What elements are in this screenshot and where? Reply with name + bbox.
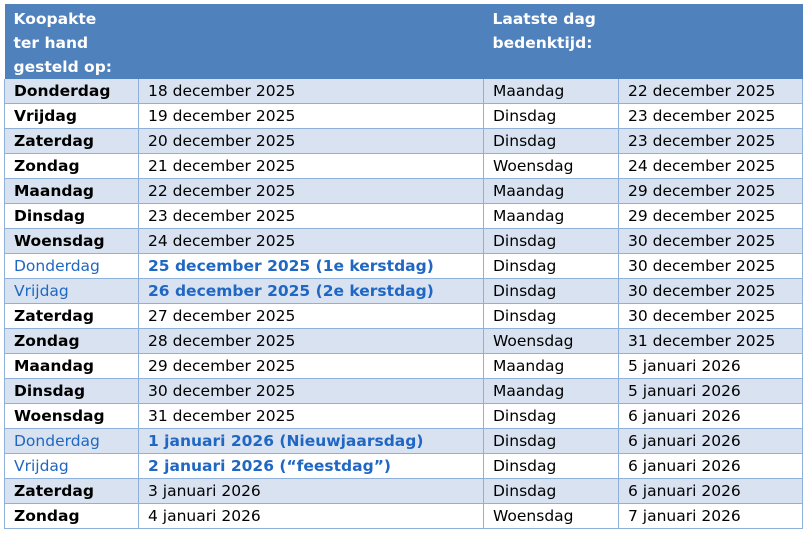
day-cell: Donderdag <box>5 429 139 454</box>
day-cell: Zaterdag <box>5 129 139 154</box>
day-cell: Zaterdag <box>5 479 139 504</box>
header-laatste-dag <box>484 4 803 79</box>
date-cell: 26 december 2025 (2e kerstdag) <box>139 279 484 304</box>
deadline-day-cell: Maandag <box>484 179 619 204</box>
header-row <box>5 4 803 79</box>
header-laatste-dag-line: Laatste dag <box>492 10 596 28</box>
header-empty <box>139 4 484 79</box>
date-cell: 27 december 2025 <box>139 304 484 329</box>
deadline-date-cell: 6 januari 2026 <box>619 479 803 504</box>
deadline-day-cell: Dinsdag <box>484 404 619 429</box>
table-row-holiday <box>5 429 803 454</box>
deadline-date-cell: 5 januari 2026 <box>619 354 803 379</box>
date-cell: 1 januari 2026 (Nieuwjaarsdag) <box>139 429 484 454</box>
bedenktijd-table <box>4 4 803 529</box>
deadline-date-cell: 29 december 2025 <box>619 204 803 229</box>
table-row <box>5 404 803 429</box>
table-header <box>5 4 803 79</box>
header-koopakte <box>5 4 139 79</box>
table-row-holiday <box>5 254 803 279</box>
table-row <box>5 229 803 254</box>
deadline-day-cell: Maandag <box>484 79 619 104</box>
table-row <box>5 379 803 404</box>
deadline-date-cell: 23 december 2025 <box>619 129 803 154</box>
header-koopakte-line: gesteld op: <box>13 58 113 76</box>
date-cell: 31 december 2025 <box>139 404 484 429</box>
table-row-holiday <box>5 279 803 304</box>
date-cell: 21 december 2025 <box>139 154 484 179</box>
deadline-day-cell: Dinsdag <box>484 104 619 129</box>
deadline-date-cell: 30 december 2025 <box>619 254 803 279</box>
deadline-date-cell: 24 december 2025 <box>619 154 803 179</box>
deadline-date-cell: 30 december 2025 <box>619 279 803 304</box>
deadline-date-cell: 22 december 2025 <box>619 79 803 104</box>
header-koopakte-line: ter hand <box>13 34 89 52</box>
day-cell: Dinsdag <box>5 204 139 229</box>
date-cell: 2 januari 2026 (“feestdag”) <box>139 454 484 479</box>
deadline-day-cell: Dinsdag <box>484 229 619 254</box>
day-cell: Zondag <box>5 504 139 529</box>
deadline-date-cell: 29 december 2025 <box>619 179 803 204</box>
table-row <box>5 79 803 104</box>
bedenktijd-table-container <box>4 4 802 529</box>
day-cell: Maandag <box>5 354 139 379</box>
day-cell: Dinsdag <box>5 379 139 404</box>
deadline-day-cell: Maandag <box>484 354 619 379</box>
deadline-date-cell: 30 december 2025 <box>619 229 803 254</box>
table-row <box>5 179 803 204</box>
table-row <box>5 154 803 179</box>
day-cell: Zondag <box>5 154 139 179</box>
day-cell: Woensdag <box>5 229 139 254</box>
deadline-date-cell: 7 januari 2026 <box>619 504 803 529</box>
deadline-day-cell: Maandag <box>484 379 619 404</box>
date-cell: 23 december 2025 <box>139 204 484 229</box>
deadline-date-cell: 6 januari 2026 <box>619 429 803 454</box>
date-cell: 20 december 2025 <box>139 129 484 154</box>
day-cell: Zondag <box>5 329 139 354</box>
table-row <box>5 104 803 129</box>
day-cell: Maandag <box>5 179 139 204</box>
date-cell: 3 januari 2026 <box>139 479 484 504</box>
deadline-day-cell: Dinsdag <box>484 279 619 304</box>
deadline-date-cell: 30 december 2025 <box>619 304 803 329</box>
header-laatste-dag-line: bedenktijd: <box>492 34 593 52</box>
date-cell: 19 december 2025 <box>139 104 484 129</box>
date-cell: 25 december 2025 (1e kerstdag) <box>139 254 484 279</box>
table-body <box>5 79 803 529</box>
deadline-day-cell: Dinsdag <box>484 454 619 479</box>
table-row <box>5 354 803 379</box>
day-cell: Vrijdag <box>5 454 139 479</box>
table-row <box>5 204 803 229</box>
deadline-date-cell: 6 januari 2026 <box>619 404 803 429</box>
deadline-date-cell: 5 januari 2026 <box>619 379 803 404</box>
table-row <box>5 479 803 504</box>
date-cell: 24 december 2025 <box>139 229 484 254</box>
day-cell: Donderdag <box>5 254 139 279</box>
date-cell: 30 december 2025 <box>139 379 484 404</box>
deadline-day-cell: Maandag <box>484 204 619 229</box>
deadline-date-cell: 23 december 2025 <box>619 104 803 129</box>
day-cell: Vrijdag <box>5 104 139 129</box>
date-cell: 18 december 2025 <box>139 79 484 104</box>
table-row <box>5 329 803 354</box>
day-cell: Vrijdag <box>5 279 139 304</box>
day-cell: Donderdag <box>5 79 139 104</box>
deadline-day-cell: Dinsdag <box>484 254 619 279</box>
deadline-day-cell: Dinsdag <box>484 479 619 504</box>
day-cell: Zaterdag <box>5 304 139 329</box>
date-cell: 28 december 2025 <box>139 329 484 354</box>
deadline-date-cell: 31 december 2025 <box>619 329 803 354</box>
date-cell: 4 januari 2026 <box>139 504 484 529</box>
table-row <box>5 129 803 154</box>
table-row-holiday <box>5 454 803 479</box>
deadline-day-cell: Woensdag <box>484 154 619 179</box>
deadline-day-cell: Dinsdag <box>484 129 619 154</box>
table-row <box>5 504 803 529</box>
deadline-day-cell: Woensdag <box>484 329 619 354</box>
date-cell: 22 december 2025 <box>139 179 484 204</box>
deadline-date-cell: 6 januari 2026 <box>619 454 803 479</box>
date-cell: 29 december 2025 <box>139 354 484 379</box>
deadline-day-cell: Dinsdag <box>484 429 619 454</box>
deadline-day-cell: Woensdag <box>484 504 619 529</box>
table-row <box>5 304 803 329</box>
header-koopakte-line: Koopakte <box>13 10 97 28</box>
deadline-day-cell: Dinsdag <box>484 304 619 329</box>
day-cell: Woensdag <box>5 404 139 429</box>
